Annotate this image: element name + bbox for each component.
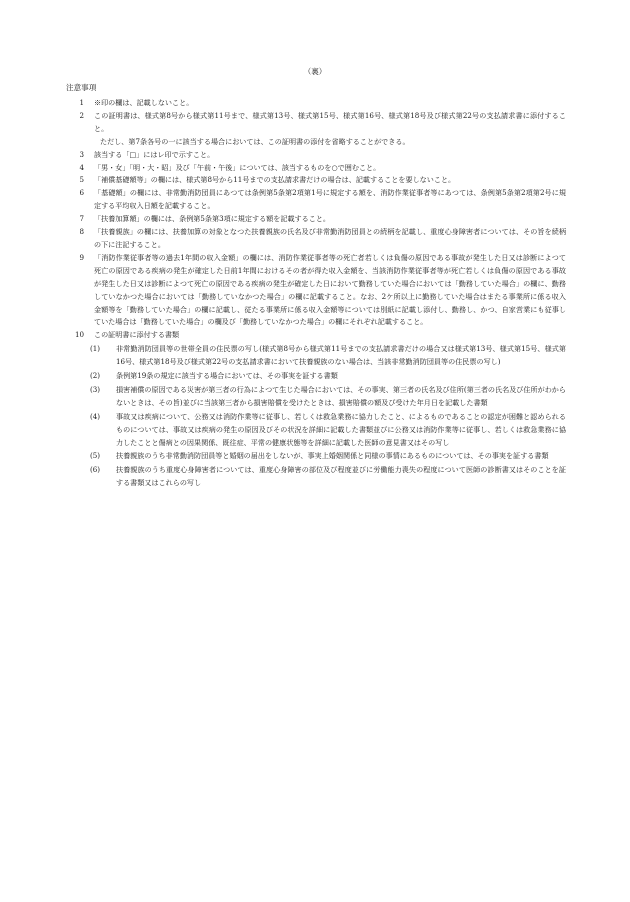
list-item bbox=[66, 110, 566, 136]
sub-item-text: 条例第19条の規定に該当する場合においては、その事実を証する書類 bbox=[116, 371, 338, 381]
item-number: 3 bbox=[79, 149, 84, 159]
item-number: 8 bbox=[79, 227, 84, 237]
list-item bbox=[66, 162, 566, 175]
item-text: ※印の欄は、記載しないこと。 bbox=[94, 98, 194, 107]
list-item bbox=[66, 213, 566, 226]
sub-list-item bbox=[66, 450, 566, 463]
sub-item-text: 扶養親族のうち非常勤消防団員等と婚姻の届出をしないが、事実上婚姻関係と同様の事情にあるものについては、その事実を証する書類 bbox=[116, 451, 549, 461]
list-item bbox=[66, 329, 566, 342]
list-item bbox=[66, 97, 566, 110]
sub-item-number: (3) bbox=[90, 384, 101, 394]
sub-item-number: (5) bbox=[90, 451, 101, 461]
sub-item-text: 事故又は疾病について、公務又は消防作業等に従事し、若しくは救急業務に協力したこと、によるものであることの認定が困難と認められるものについては、事故又は疾病の発生の原因及びその状況を詳細に記載した書類並びに公務又は消防作業等に従事し、若しくは救急業務に協力したことと傷病との因果関係、既往症、平常の健康状態等を詳細に記載した医師の意見書又はその写し bbox=[116, 411, 566, 447]
item-text: この証明書に添付する書類 bbox=[94, 330, 180, 340]
sub-item-text: 非常勤消防団員等の世帯全員の住民票の写し(様式第8号から様式第11号までの支払請求書だけの場合又は様式第13号、様式第15号、様式第16号、様式第18号及び様式第22号の支払請求書において扶養親族のない場合は、当該非常勤消防団員等の住民票の写し) bbox=[116, 344, 566, 367]
item-number: 10 bbox=[74, 330, 84, 340]
item-text: 「消防作業従事者等の過去1年間の収入金額」の欄には、消防作業従事者等の死亡者若しくは負傷の原因である事故が発生した日又は診断によつて死亡の原因である疾病の発生が確定した日前1年間におけるその者が得た収入金額を、当該消防作業従事者等が死亡若しくは負傷の原因である事故が発生した日又は診断によつて死亡の原因である疾病の発生が確定した日において勤務していた場合においては「勤務していた場合」の欄に、勤務していなかつた場合においては「勤務していなかつた場合」の欄に記載すること。なお、2ケ所以上に勤務していた場合はまたる事業所に係る収入金額等を「勤務していた場合」の欄に記載し、従たる事業所に係る収入金額等については別紙に記載し添付し、勤務し、かつ、自家営業にも従事していた場合は「勤務していた場合」の欄及び「勤務していなかつた場合」の欄にそれぞれ記載すること。 bbox=[94, 252, 566, 327]
list-item bbox=[66, 187, 566, 213]
page-title: （裏） bbox=[303, 67, 327, 76]
item-text: 「基礎額」の欄には、非常勤消防団員にあつては条例第5条第2項第1号に規定する額を、消防作業従事者等にあつては、条例第5条第2項第2号に規定する平均収入日額を記載すること。 bbox=[94, 188, 566, 211]
item-number: 1 bbox=[79, 98, 84, 107]
item-number: 5 bbox=[79, 175, 84, 185]
item-number: 2 bbox=[79, 110, 84, 120]
item-note: ただし、第7条各号の一に該当する場合においては、この証明書の添付を省略することができる。 bbox=[100, 136, 410, 146]
sub-list-item bbox=[66, 464, 566, 490]
sub-item-text: 扶養親族のうち重度心身障害者については、重度心身障害の部位及び程度並びに労働能力喪失の程度について医師の診断書又はそのことを証する書類又はこれらの写し bbox=[116, 465, 566, 488]
item-number: 4 bbox=[79, 162, 84, 172]
item-text: 該当する「□」にはレ印で示すこと。 bbox=[94, 149, 215, 159]
sub-item-number: (1) bbox=[90, 344, 101, 354]
item-text: この証明書は、様式第8号から様式第11号まで、様式第13号、様式第15号、様式第16号、様式第18号及び様式第22号の支払請求書に添付すること。 bbox=[94, 110, 566, 133]
sub-item-number: (4) bbox=[90, 411, 101, 421]
item-text: 「補償基礎額等」の欄には、様式第8号から11号までの支払請求書だけの場合は、記載することを要しないこと。 bbox=[94, 175, 456, 185]
sub-list-item bbox=[66, 384, 566, 410]
list-item bbox=[66, 252, 566, 329]
section-heading: 注意事項 bbox=[66, 83, 97, 92]
item-number: 6 bbox=[79, 188, 84, 198]
list-item bbox=[66, 226, 566, 252]
sub-item-number: (2) bbox=[90, 371, 101, 381]
sub-list-item bbox=[66, 411, 566, 450]
sub-item-text: 損害補償の原因である災害が第三者の行為によつて生じた場合においては、その事実、第三者の氏名及び住所(第三者の氏名及び住所がわからないときは、その旨)並びに当該第三者から損害賠償を受けたときは、損害賠償の額及び受けた年月日を記載した書類 bbox=[116, 384, 566, 407]
list-item bbox=[66, 174, 566, 187]
sub-list-item bbox=[66, 370, 566, 383]
list-item bbox=[66, 149, 566, 162]
item-text: 「扶養加算額」の欄には、条例第5条第3項に規定する額を記載すること。 bbox=[94, 214, 331, 224]
item-number: 9 bbox=[79, 252, 84, 262]
notes-list bbox=[66, 97, 566, 490]
item-text: 「扶養親族」の欄には、扶養加算の対象となつた扶養親族の氏名及び非常勤消防団員との続柄を記載し、重度心身障害者については、その旨を続柄の下に注記すること。 bbox=[94, 227, 566, 249]
item-number: 7 bbox=[79, 214, 84, 224]
sub-item-number: (6) bbox=[90, 465, 101, 475]
sub-list-item bbox=[66, 343, 566, 369]
item-text: 「男・女」「明・大・昭」及び「午前・午後」については、該当するものを○で囲むこと。 bbox=[94, 162, 381, 172]
